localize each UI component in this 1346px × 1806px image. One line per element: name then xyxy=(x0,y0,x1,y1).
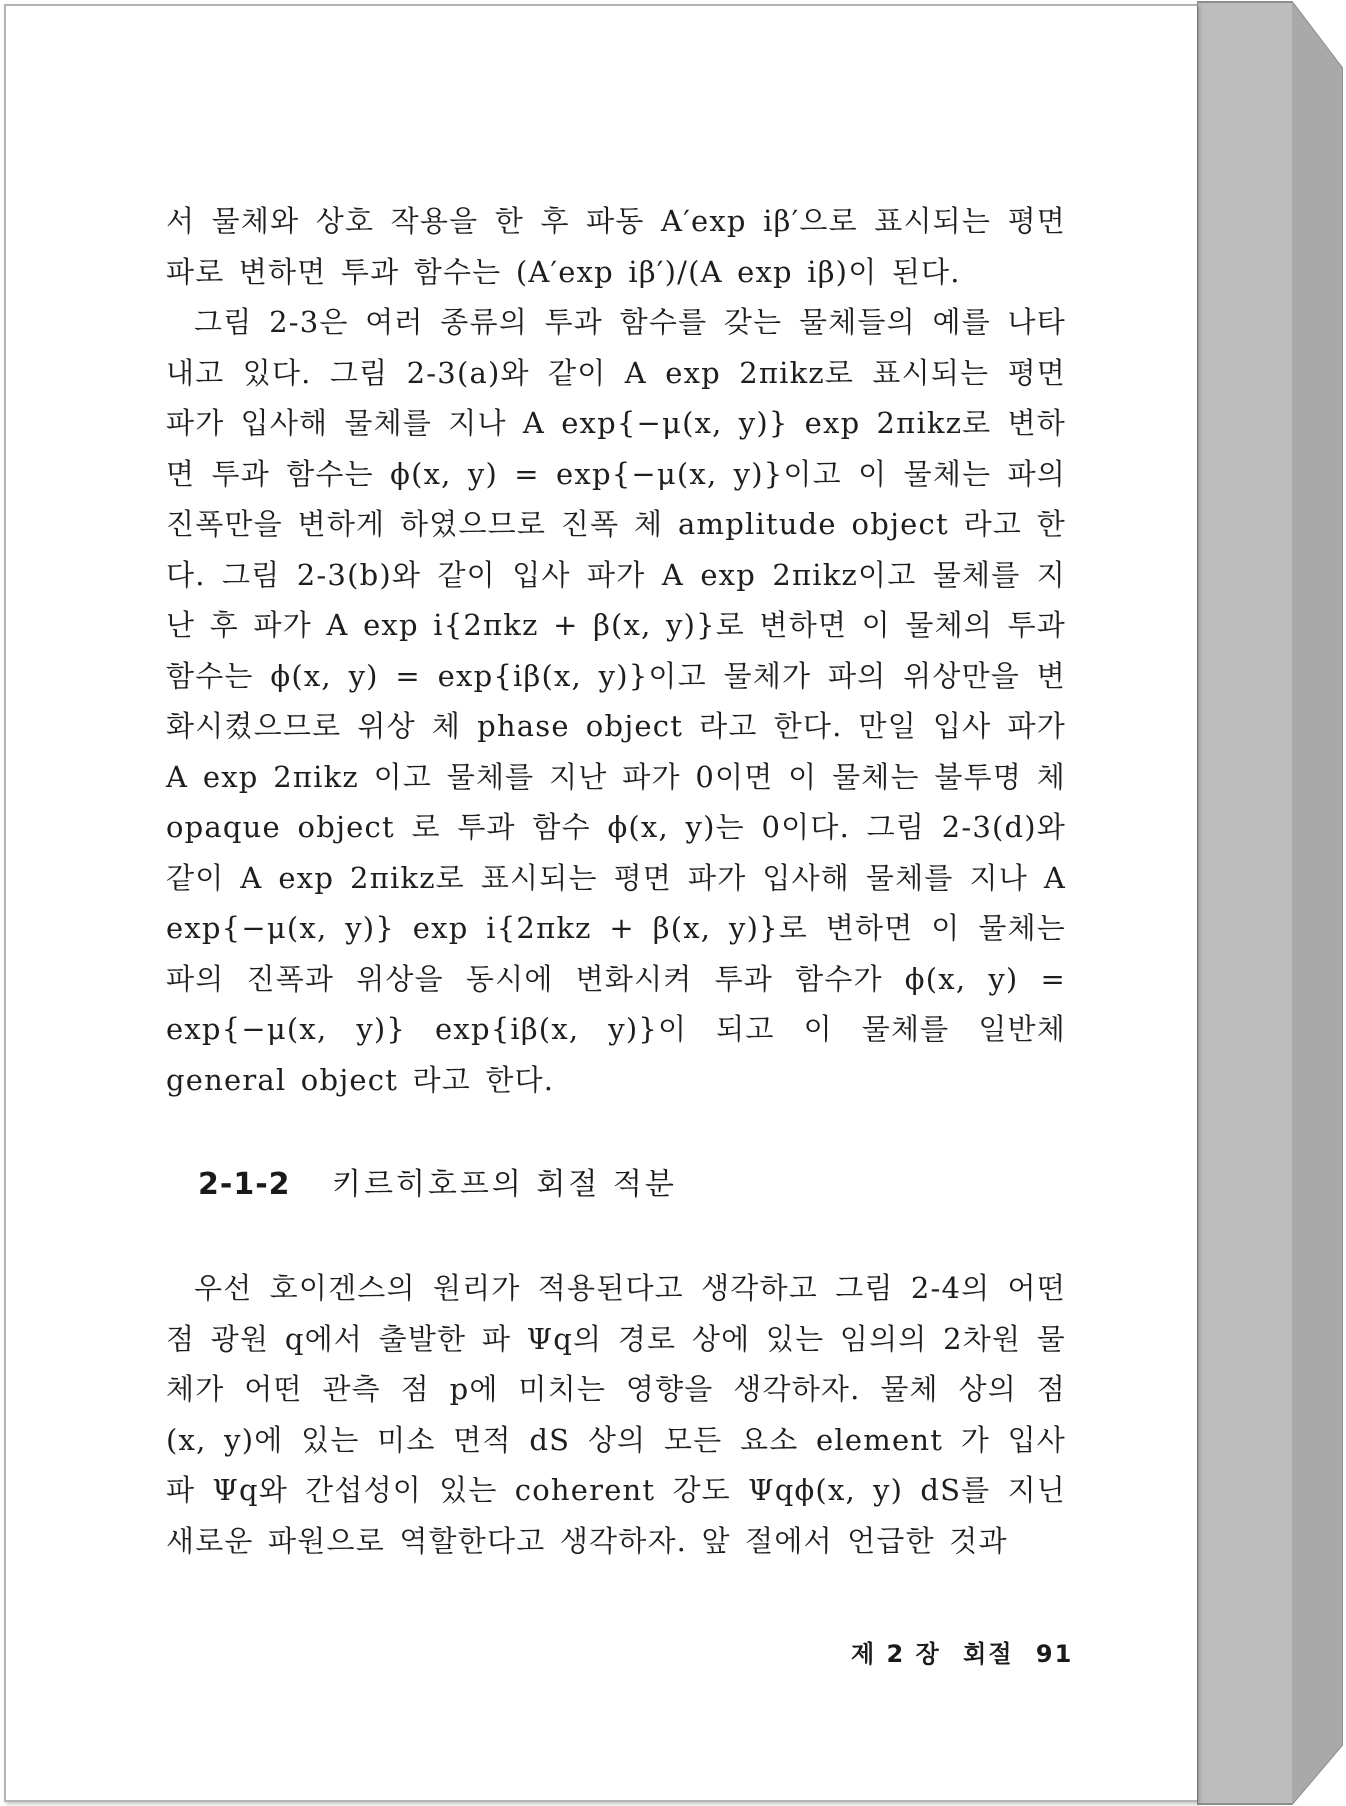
page-number: 91 xyxy=(1035,1640,1074,1668)
footer-chapter-title: 회절 xyxy=(963,1640,1014,1668)
book-edge-graphic xyxy=(1197,0,1346,1806)
footer-chapter: 제 2 장 xyxy=(851,1640,941,1668)
page-footer xyxy=(851,1634,1085,1669)
section-heading xyxy=(198,1165,1066,1205)
page-body xyxy=(166,196,1066,1566)
book-spine-edge xyxy=(1197,0,1346,1806)
paragraph-continued: 서 물체와 상호 작용을 한 후 파동 A′exp iβ′으로 표시되는 평면 파로 변하면 투과 함수는 (A′exp iβ′)/(A exp iβ)이 된다. xyxy=(166,204,1066,289)
section-number: 2-1-2 xyxy=(198,1167,291,1202)
paragraph-huygens: 우선 호이겐스의 원리가 적용된다고 생각하고 그림 2-4의 어떤 점 광원 q에서 출발한 파 Ψq의 경로 상에 있는 임의의 2차원 물체가 어떤 관측 점 p에 미치는 영향을 생각하자. 물체 상의 점 (x, y)에 있는 미소 면적 dS 상의 모든 요소 element 가 입사 파 Ψq와 간섭성이 있는 coherent 강도 Ψqϕ(x, y) dS를 지닌 새로운 파원으로 역할한다고 생각하자. 앞 절에서 언급한 것과 xyxy=(166,1271,1066,1558)
book-edge-shadow xyxy=(1292,2,1342,1804)
book-page xyxy=(4,4,1197,1802)
section-title: 키르히호프의 회절 적분 xyxy=(331,1167,677,1202)
paragraph-transmission-functions: 그림 2-3은 여러 종류의 투과 함수를 갖는 물체들의 예를 나타내고 있다. 그림 2-3(a)와 같이 A exp 2πikz로 표시되는 평면 파가 입사해 물체를 지나 A exp{−μ(x, y)} exp 2πikz로 변하면 투과 함수는 ϕ(x, y) = exp{−μ(x, y)}이고 이 물체는 파의 진폭만을 변하게 하였으므로 진폭 체 amplitude object 라고 한다. 그림 2-3(b)와 같이 입사 파가 A exp 2πikz이고 물체를 지난 후 파가 A exp i{2πkz + β(x, y)}로 변하면 이 물체의 투과 함수는 ϕ(x, y) = exp{iβ(x, y)}이고 물체가 파의 위상만을 변화시켰으므로 위상 체 phase object 라고 한다. 만일 입사 파가 A exp 2πikz 이고 물체를 지난 파가 0이면 이 물체는 불투명 체 opaque object 로 투과 함수 ϕ(x, y)는 0이다. 그림 2-3(d)와 같이 A exp 2πikz로 표시되는 평면 파가 입사해 물체를 지나 A exp{−μ(x, y)} exp i{2πkz + β(x, y)}로 변하면 이 물체는 파의 진폭과 위상을 동시에 변화시켜 투과 함수가 ϕ(x, y) = exp{−μ(x, y)} exp{iβ(x, y)}이 되고 이 물체를 일반체 general object 라고 한다. xyxy=(166,305,1067,1097)
